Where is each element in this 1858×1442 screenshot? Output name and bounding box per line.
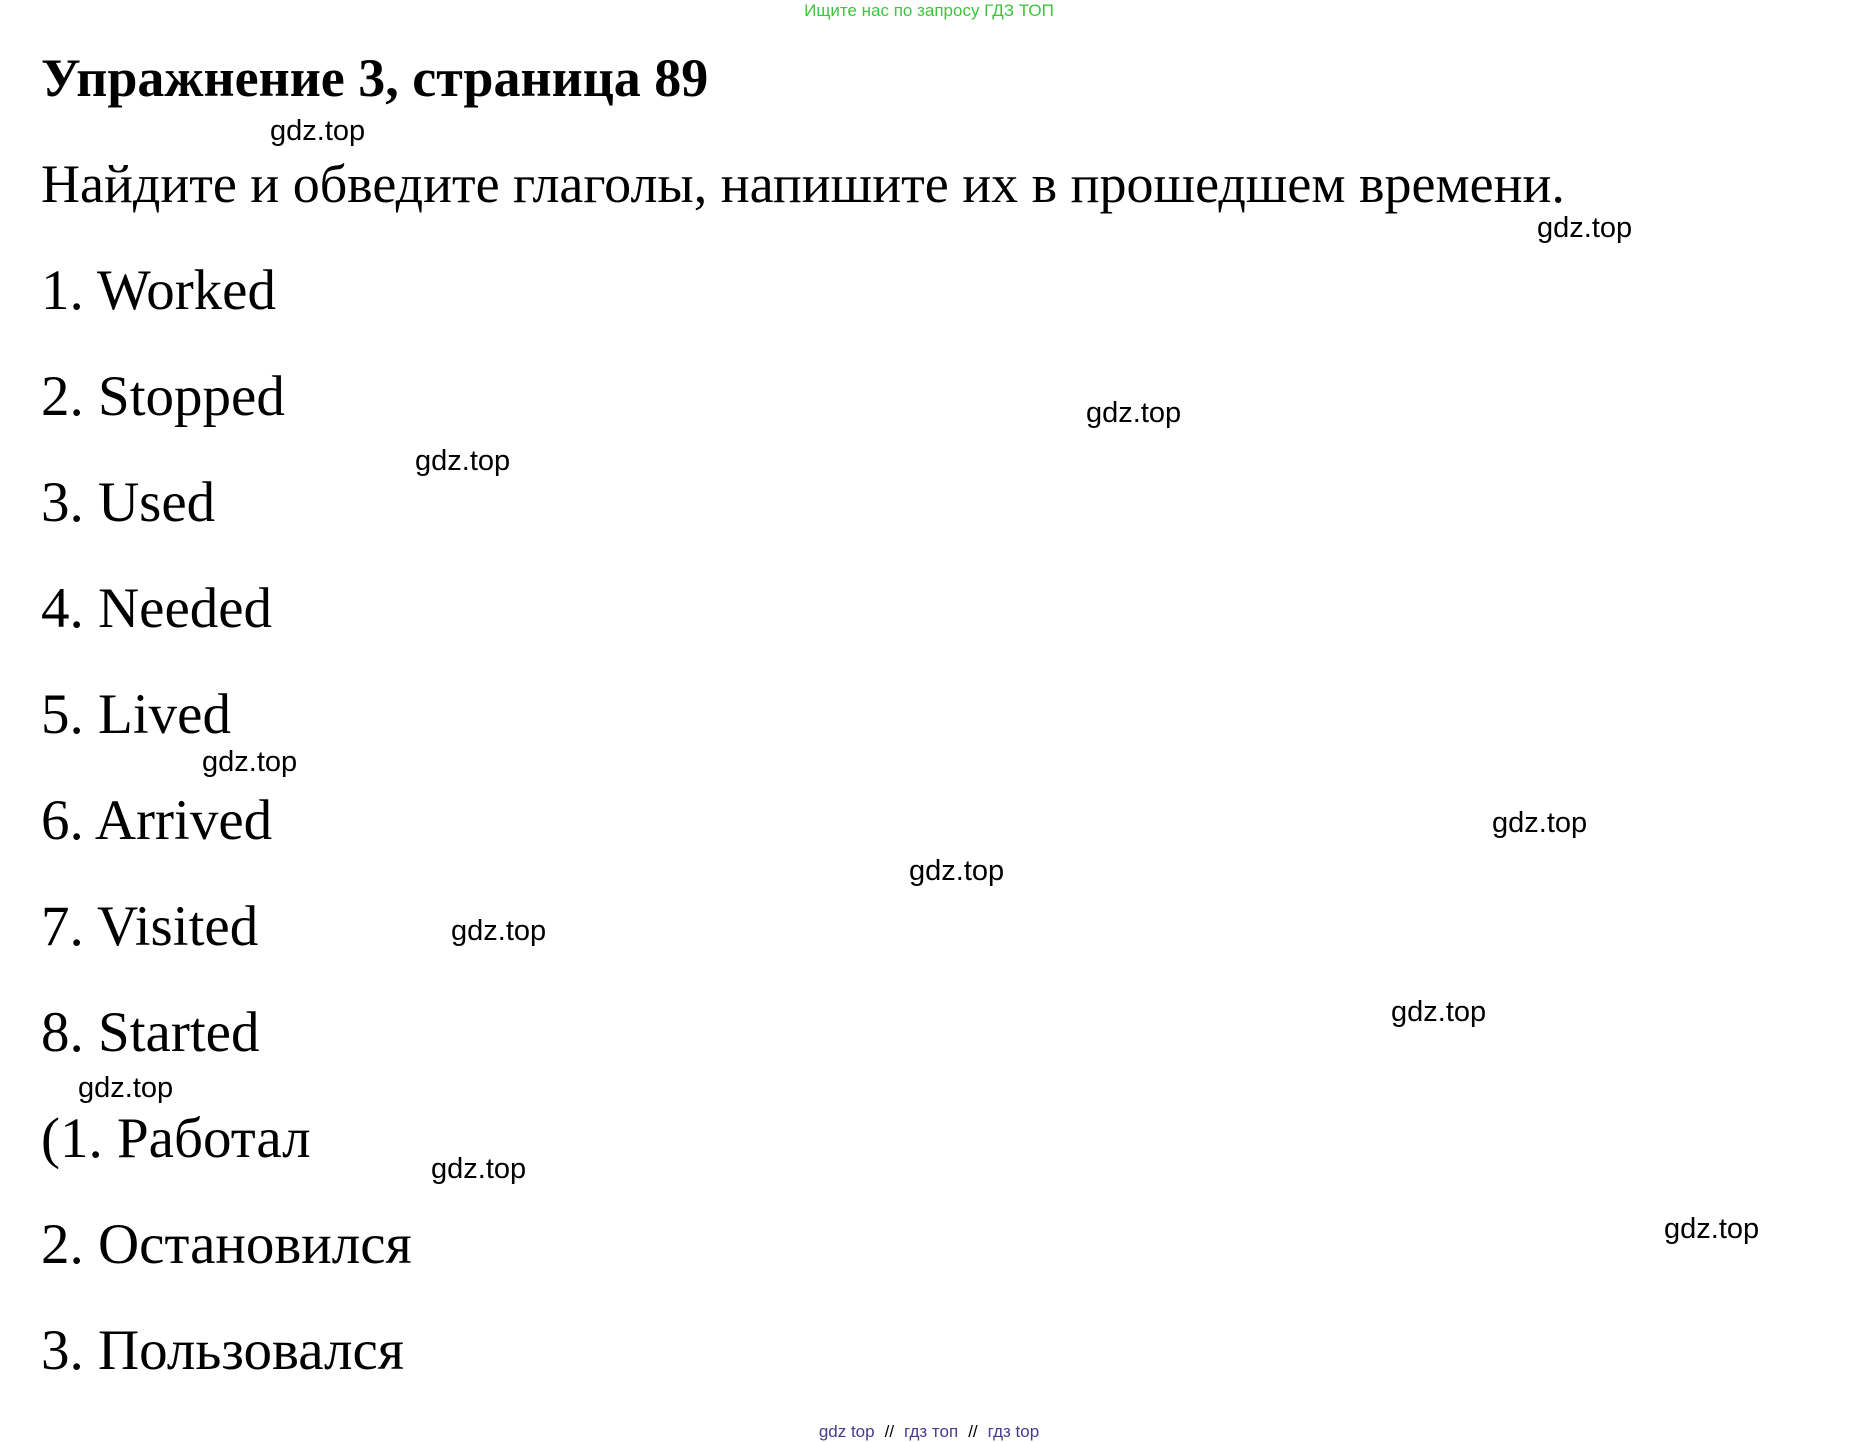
page-title: Упражнение 3, страница 89 (41, 48, 709, 108)
top-banner: Ищите нас по запросу ГДЗ ТОП (804, 1, 1054, 20)
answer-line-3: 3. Used (41, 471, 216, 534)
answer-line-11: 3. Пользовался (41, 1319, 404, 1382)
watermark: gdz.top (1391, 996, 1487, 1028)
watermark: gdz.top (909, 855, 1005, 887)
footer-link-gdz-top-mixed[interactable]: гдз top (987, 1422, 1040, 1441)
answer-line-10: 2. Остановился (41, 1213, 412, 1276)
answer-line-4: 4. Needed (41, 577, 273, 640)
watermark: gdz.top (1086, 397, 1182, 429)
footer-separator: // (884, 1422, 895, 1441)
footer-link-gdz-top-ru[interactable]: гдз топ (904, 1422, 959, 1441)
answer-line-1: 1. Worked (41, 259, 276, 322)
footer-link-gdz-top[interactable]: gdz top (818, 1422, 875, 1441)
watermark: gdz.top (451, 915, 547, 947)
footer-links (0, 1422, 1858, 1442)
footer-separator: // (968, 1422, 978, 1441)
watermark: gdz.top (1664, 1213, 1760, 1245)
answer-line-6: 6. Arrived (41, 789, 273, 852)
answer-line-5: 5. Lived (41, 683, 231, 746)
answer-line-2: 2. Stopped (41, 365, 285, 428)
watermark: gdz.top (431, 1153, 527, 1185)
watermark: gdz.top (202, 746, 298, 778)
answer-line-7: 7. Visited (41, 895, 259, 958)
answer-line-9: (1. Работал (41, 1107, 311, 1170)
answer-line-8: 8. Started (41, 1001, 260, 1064)
exercise-instruction: Найдите и обведите глаголы, напишите их в прошедшем времени. (41, 154, 1565, 214)
watermark: gdz.top (415, 445, 511, 477)
watermark: gdz.top (1492, 807, 1588, 839)
watermark: gdz.top (270, 115, 366, 147)
watermark: gdz.top (1537, 212, 1633, 244)
watermark: gdz.top (78, 1072, 174, 1104)
